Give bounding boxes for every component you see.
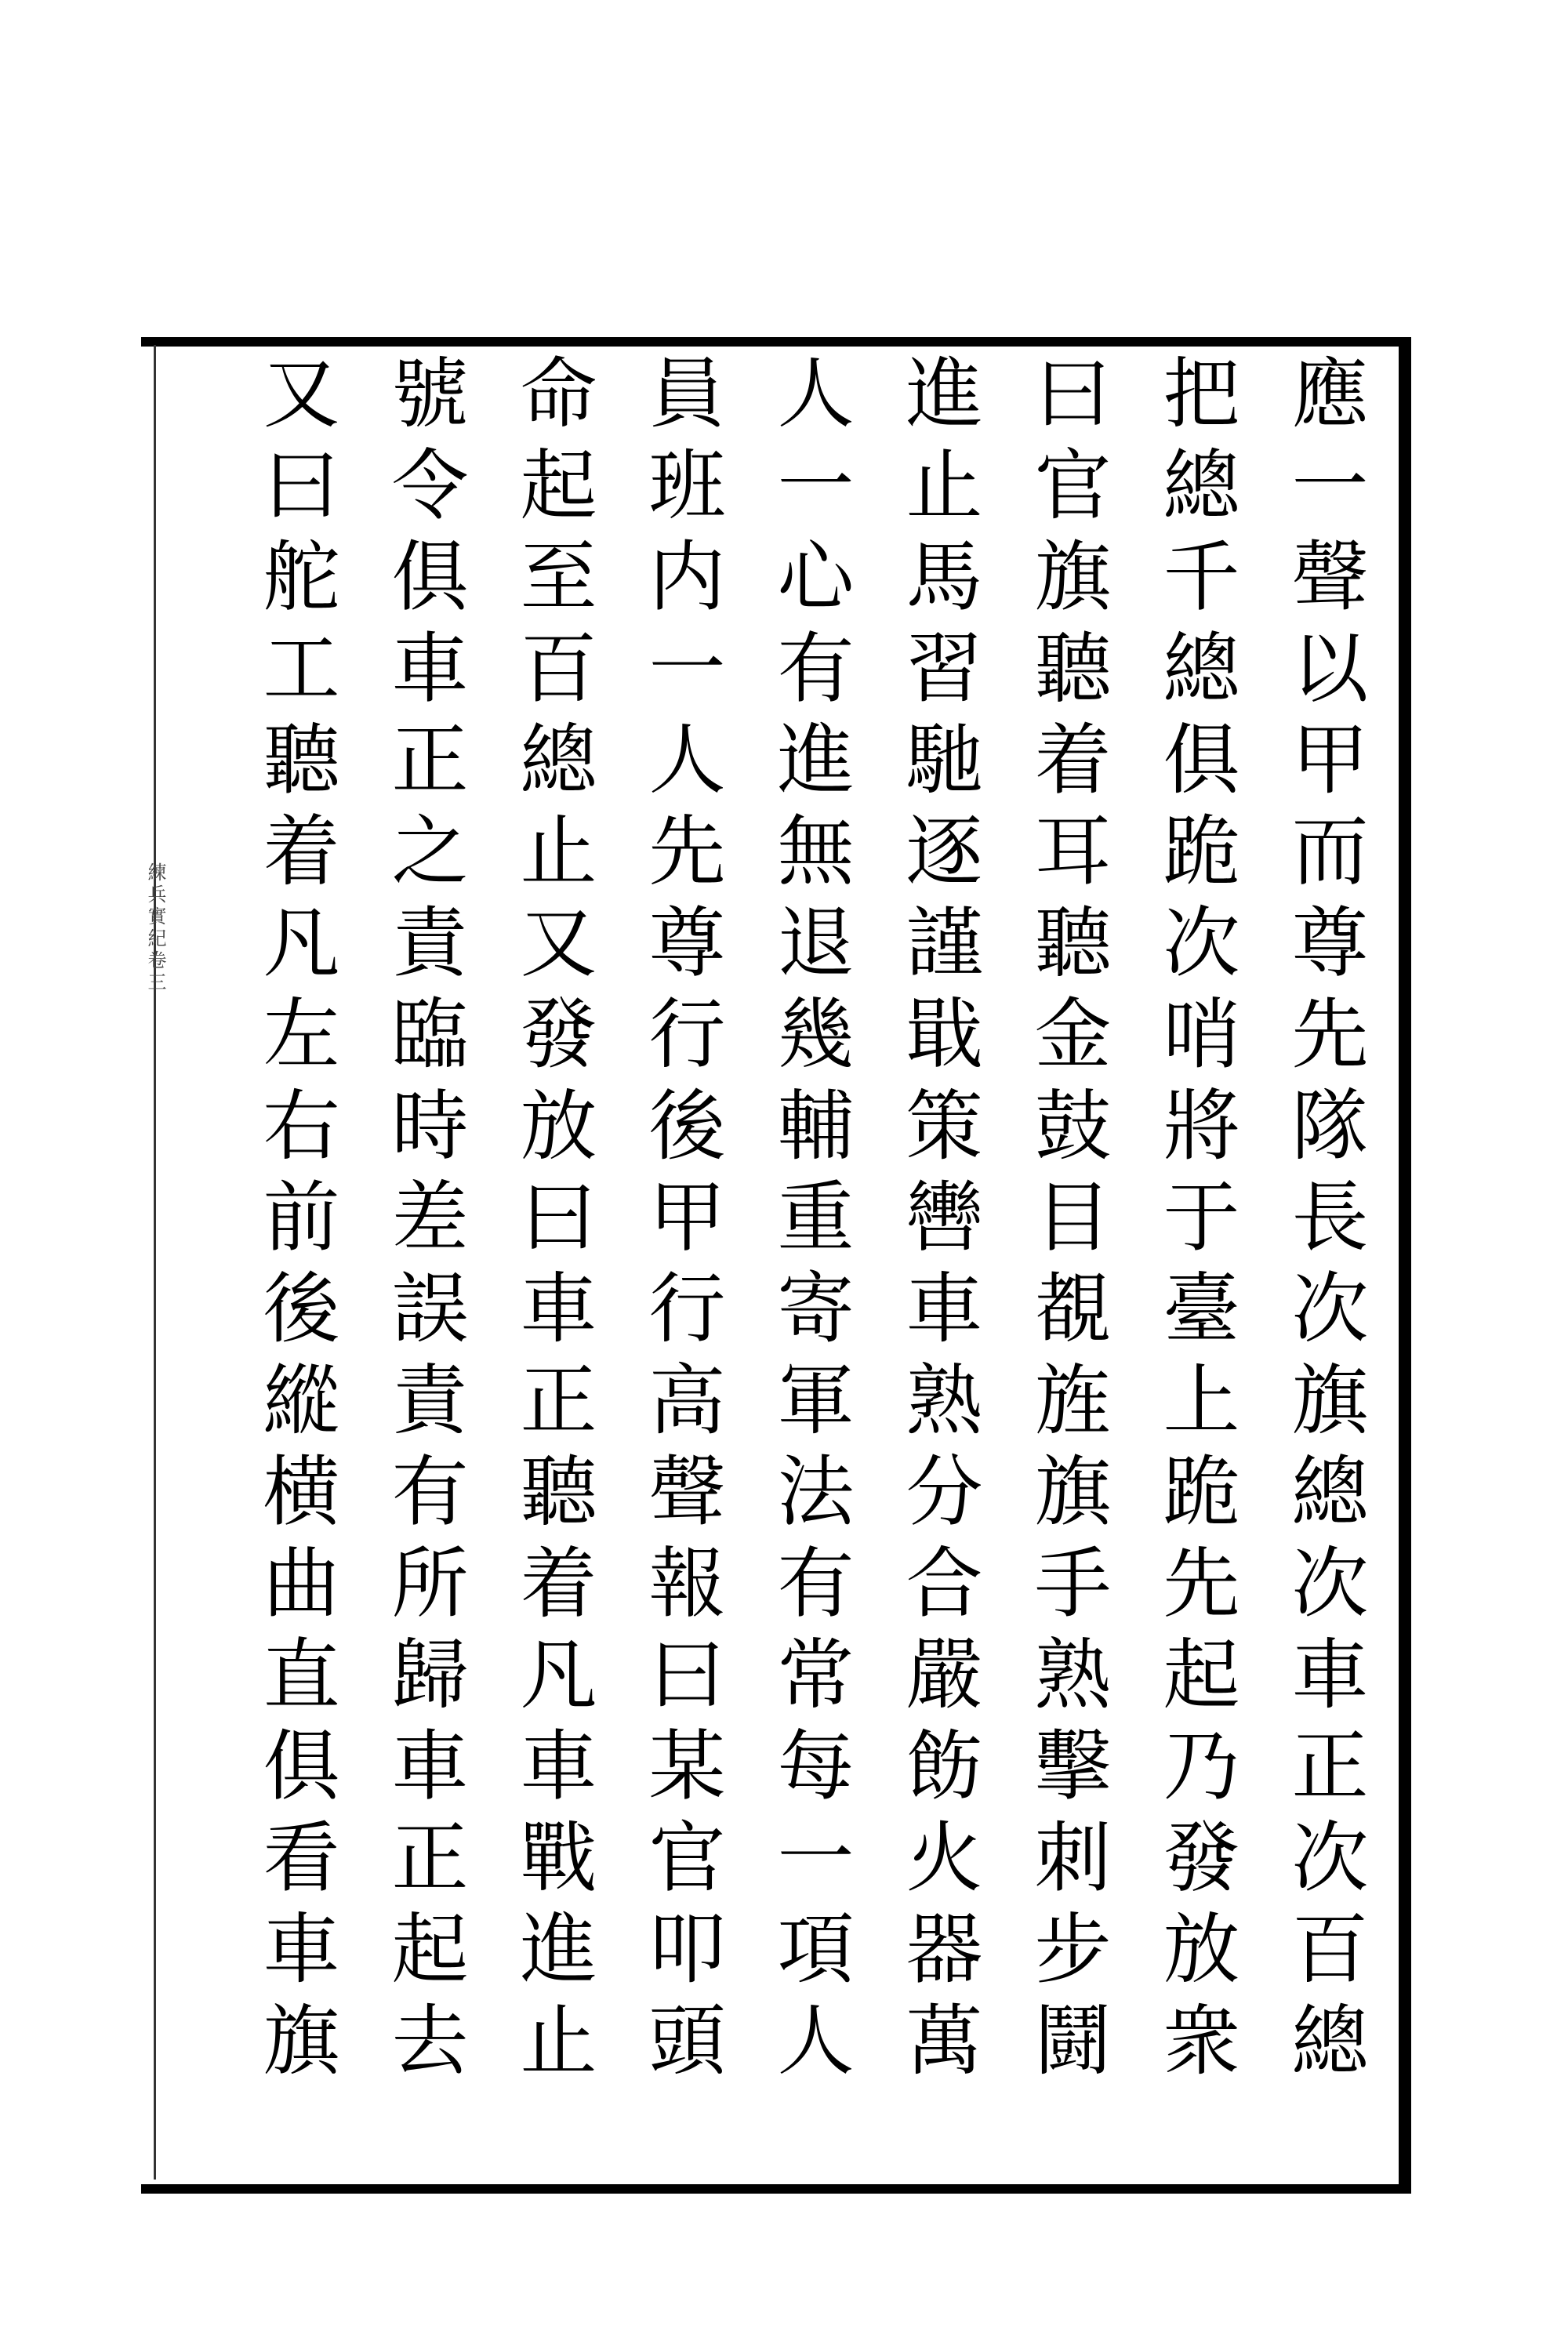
text-column-6: 員班内一人先尊行後甲行高聲報曰某官叩頭 [636,353,725,2092]
text-column-4: 進止馬習馳逐謹戢策轡車熟分合嚴飭火器萬 [893,353,982,2092]
text-column-5: 人一心有進無退幾輔重寄軍法有常每一項人 [764,353,854,2092]
text-column-9: 又曰舵工聽着凡左右前後縱横曲直俱看車旗 [250,353,339,2092]
text-column-1: 應一聲以甲而尊先隊長次旗總次車正次百總 [1279,353,1368,2092]
text-column-3: 曰官旗聽着耳聽金鼓目覩旌旗手熟擊刺步鬪 [1022,353,1111,2092]
text-column-7: 命起至百總止又發放曰車正聽着凡車戰進止 [507,353,597,2092]
text-column-2: 把總千總俱跪次哨將于臺上跪先起乃發放衆 [1150,353,1240,2092]
text-column-8: 號令俱車正之責臨時差誤責有所歸車正起去 [379,353,468,2092]
margin-label: 練兵實紀卷三 [144,862,166,994]
